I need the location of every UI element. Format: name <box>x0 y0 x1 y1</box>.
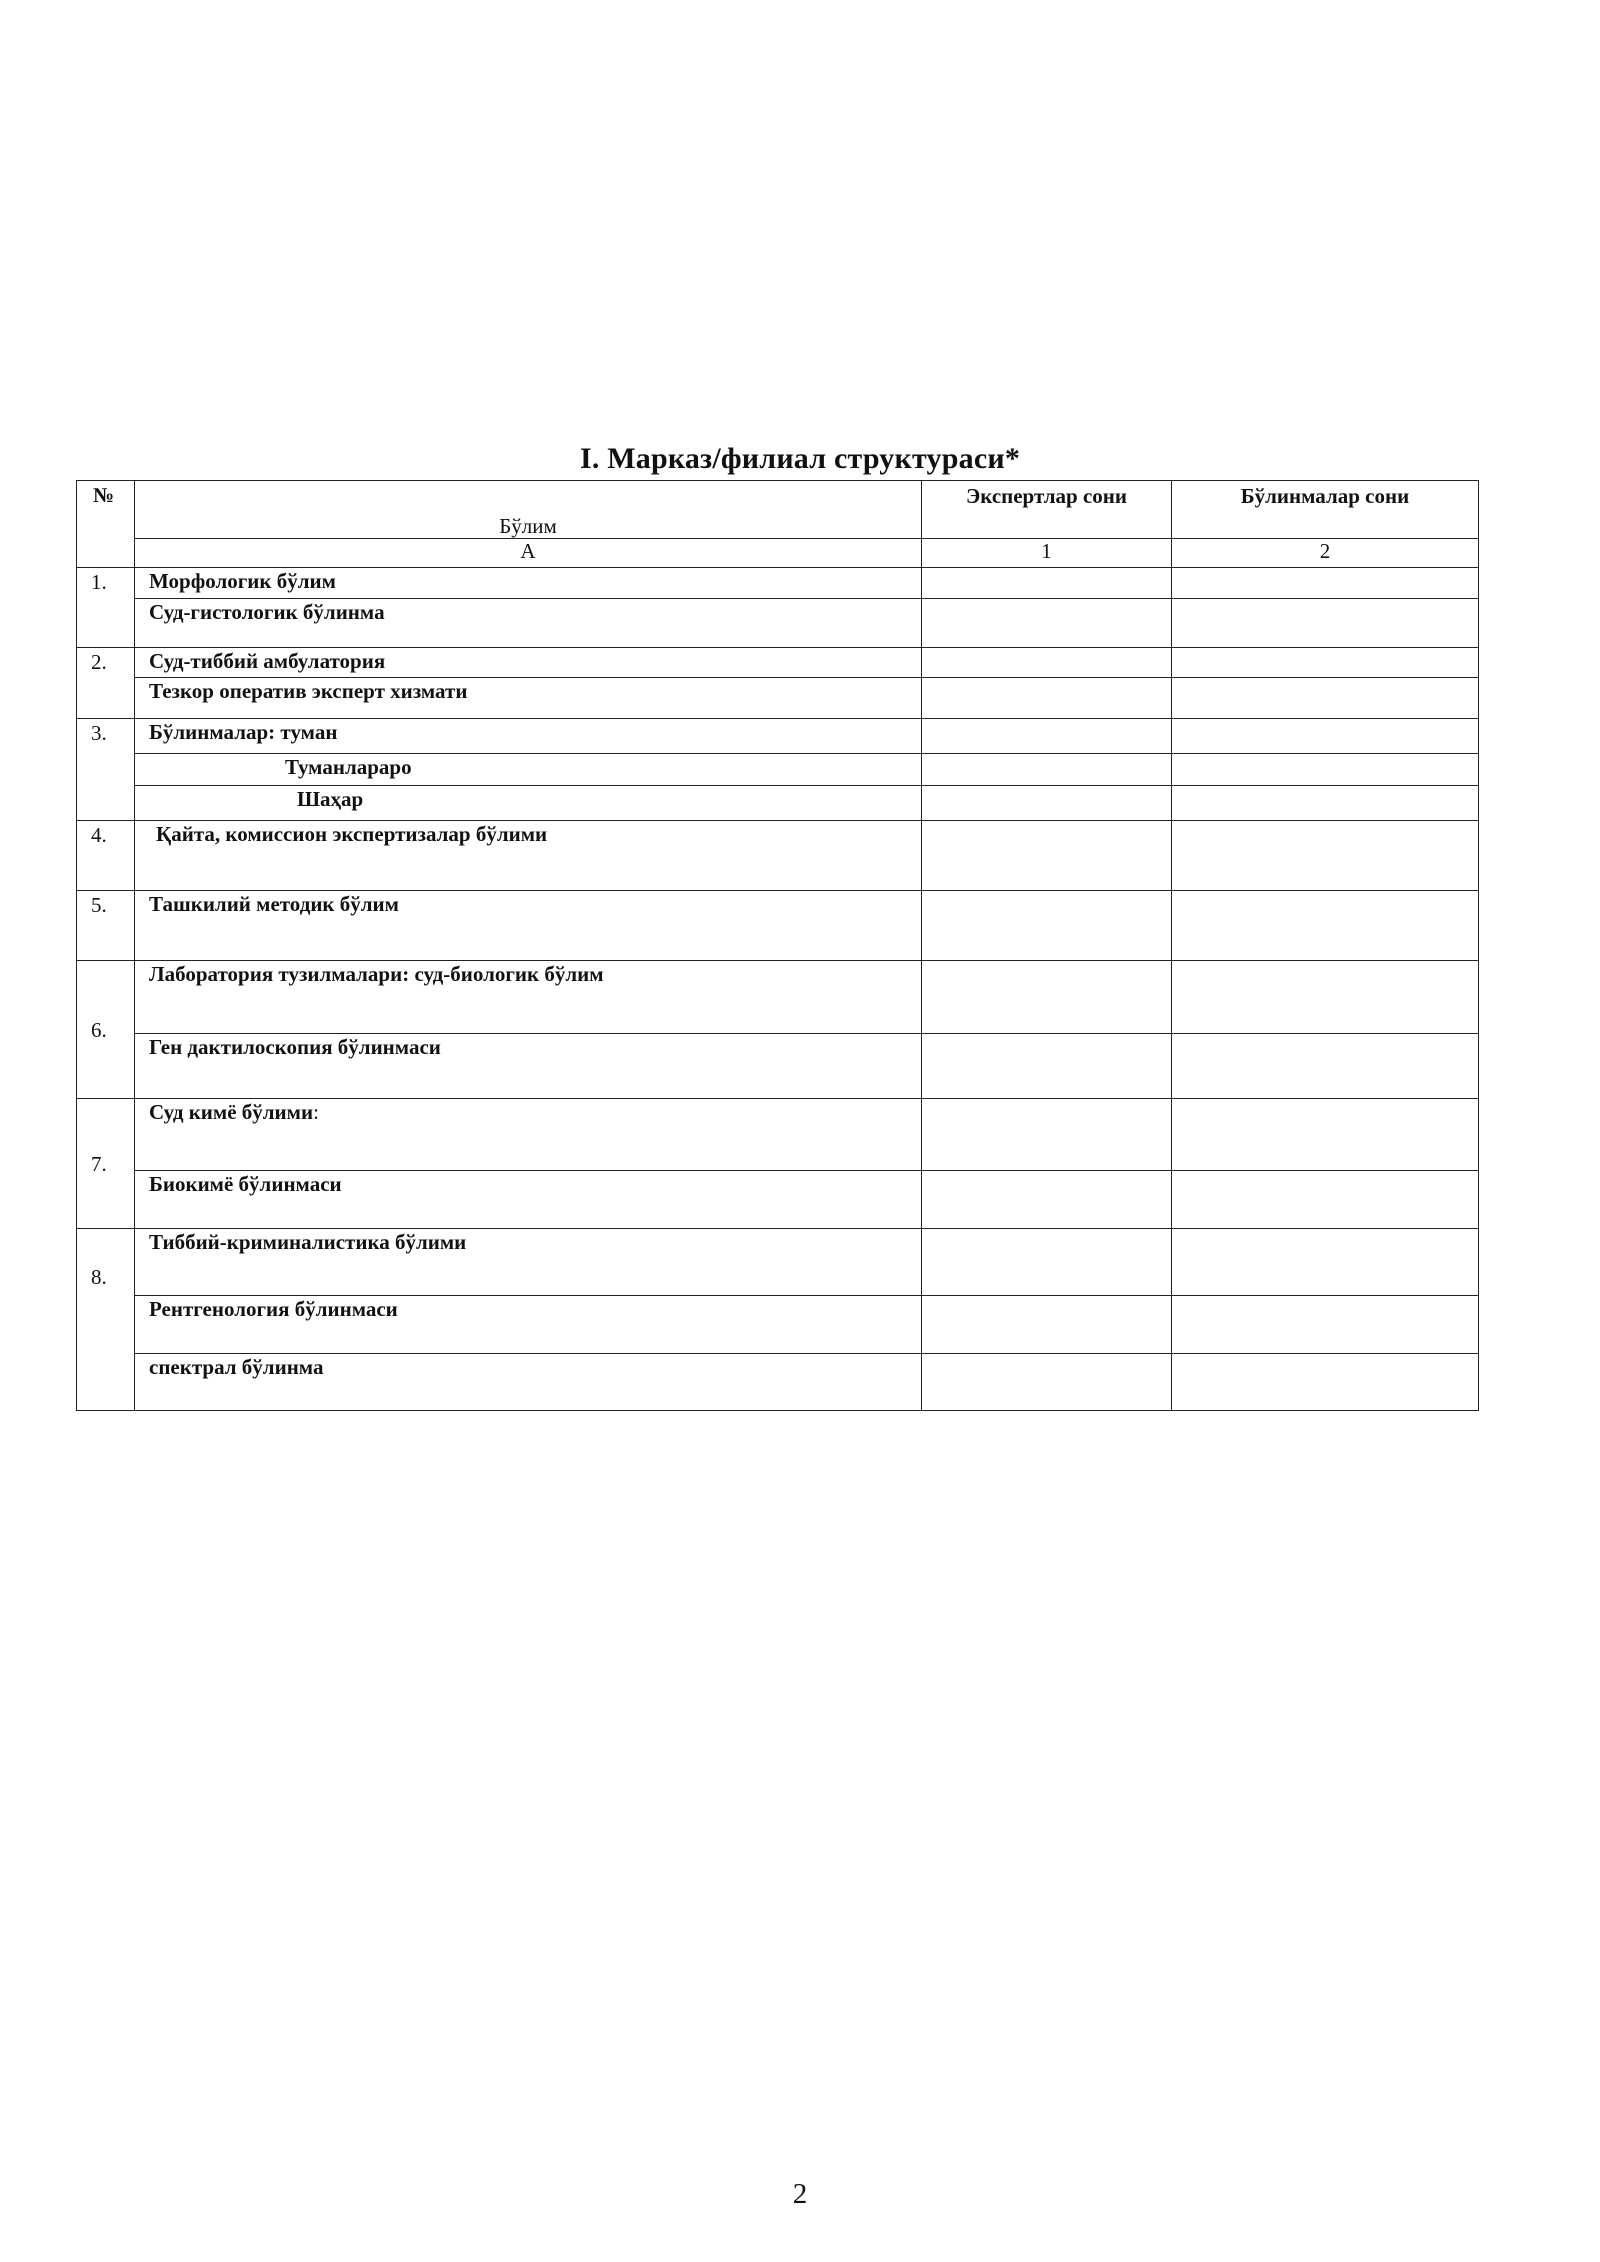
header-subdivisions: Бўлинмалар сони <box>1172 481 1479 539</box>
table-row <box>77 568 1479 599</box>
section-name: Ташкилий методик бўлим <box>135 891 922 961</box>
subdivisions-cell[interactable] <box>1172 1229 1479 1296</box>
experts-cell[interactable] <box>922 1296 1172 1354</box>
section-name: Тезкор оператив эксперт хизмати <box>135 678 922 719</box>
experts-cell[interactable] <box>922 1171 1172 1229</box>
section-name: Суд кимё бўлими <box>149 1100 314 1124</box>
table-row <box>77 719 1479 754</box>
row-number: 6. <box>77 961 135 1099</box>
table-row <box>77 1171 1479 1229</box>
table-header-row <box>77 481 1479 539</box>
subdivisions-cell[interactable] <box>1172 1034 1479 1099</box>
row-number: 2. <box>77 648 135 719</box>
table-row <box>77 754 1479 786</box>
subdivisions-cell[interactable] <box>1172 1099 1479 1171</box>
subdivisions-cell[interactable] <box>1172 648 1479 678</box>
section-name: Бўлинмалар: туман <box>135 719 922 754</box>
subdivisions-cell[interactable] <box>1172 786 1479 821</box>
subdivisions-cell[interactable] <box>1172 1171 1479 1229</box>
section-name-with-colon <box>135 1099 922 1171</box>
subdivisions-cell[interactable] <box>1172 1296 1479 1354</box>
experts-cell[interactable] <box>922 891 1172 961</box>
table-row <box>77 1034 1479 1099</box>
table-row <box>77 961 1479 1034</box>
subdivisions-cell[interactable] <box>1172 678 1479 719</box>
table-row <box>77 1354 1479 1411</box>
subdivisions-cell[interactable] <box>1172 599 1479 648</box>
document-title: I. Марказ/филиал структураси* <box>579 442 1021 475</box>
subdivisions-cell[interactable] <box>1172 568 1479 599</box>
section-name: Қайта, комиссион экспертизалар бўлими <box>135 821 922 891</box>
header-experts: Экспертлар сони <box>922 481 1172 539</box>
subdivisions-cell[interactable] <box>1172 719 1479 754</box>
table-row <box>77 1099 1479 1171</box>
index-experts: 1 <box>922 539 1172 568</box>
experts-cell[interactable] <box>922 678 1172 719</box>
header-section: Бўлим <box>135 481 922 539</box>
row-number: 5. <box>77 891 135 961</box>
section-name: Лаборатория тузилмалари: суд-биологик бўлим <box>135 961 922 1034</box>
table-row <box>77 678 1479 719</box>
experts-cell[interactable] <box>922 599 1172 648</box>
section-name: Биокимё бўлинмаси <box>135 1171 922 1229</box>
table-row <box>77 891 1479 961</box>
section-name: спектрал бўлинма <box>135 1354 922 1411</box>
section-name: Туманлараро <box>135 754 922 786</box>
table-row <box>77 1229 1479 1296</box>
row-number: 3. <box>77 719 135 821</box>
section-name: Тиббий-криминалистика бўлими <box>135 1229 922 1296</box>
row-number: 1. <box>77 568 135 648</box>
experts-cell[interactable] <box>922 961 1172 1034</box>
experts-cell[interactable] <box>922 786 1172 821</box>
colon-suffix: : <box>313 1100 319 1124</box>
section-name: Шаҳар <box>135 786 922 821</box>
index-subdivisions: 2 <box>1172 539 1479 568</box>
section-name: Рентгенология бўлинмаси <box>135 1296 922 1354</box>
header-number: № <box>77 481 135 568</box>
experts-cell[interactable] <box>922 568 1172 599</box>
section-name: Морфологик бўлим <box>135 568 922 599</box>
section-name: Суд-тиббий амбулатория <box>135 648 922 678</box>
section-name: Суд-гистологик бўлинма <box>135 599 922 648</box>
table-row <box>77 786 1479 821</box>
experts-cell[interactable] <box>922 719 1172 754</box>
index-section: А <box>135 539 922 568</box>
row-number: 8. <box>77 1229 135 1411</box>
table-row <box>77 1296 1479 1354</box>
page-number: 2 <box>792 2178 808 2210</box>
subdivisions-cell[interactable] <box>1172 754 1479 786</box>
row-number: 4. <box>77 821 135 891</box>
subdivisions-cell[interactable] <box>1172 821 1479 891</box>
experts-cell[interactable] <box>922 1354 1172 1411</box>
experts-cell[interactable] <box>922 1229 1172 1296</box>
table-row <box>77 599 1479 648</box>
subdivisions-cell[interactable] <box>1172 1354 1479 1411</box>
subdivisions-cell[interactable] <box>1172 961 1479 1034</box>
table-row <box>77 821 1479 891</box>
row-number: 7. <box>77 1099 135 1229</box>
experts-cell[interactable] <box>922 754 1172 786</box>
table-row <box>77 648 1479 678</box>
experts-cell[interactable] <box>922 1034 1172 1099</box>
section-name: Ген дактилоскопия бўлинмаси <box>135 1034 922 1099</box>
experts-cell[interactable] <box>922 821 1172 891</box>
experts-cell[interactable] <box>922 1099 1172 1171</box>
subdivisions-cell[interactable] <box>1172 891 1479 961</box>
structure-table <box>76 480 1479 1411</box>
table-index-row <box>77 539 1479 568</box>
experts-cell[interactable] <box>922 648 1172 678</box>
